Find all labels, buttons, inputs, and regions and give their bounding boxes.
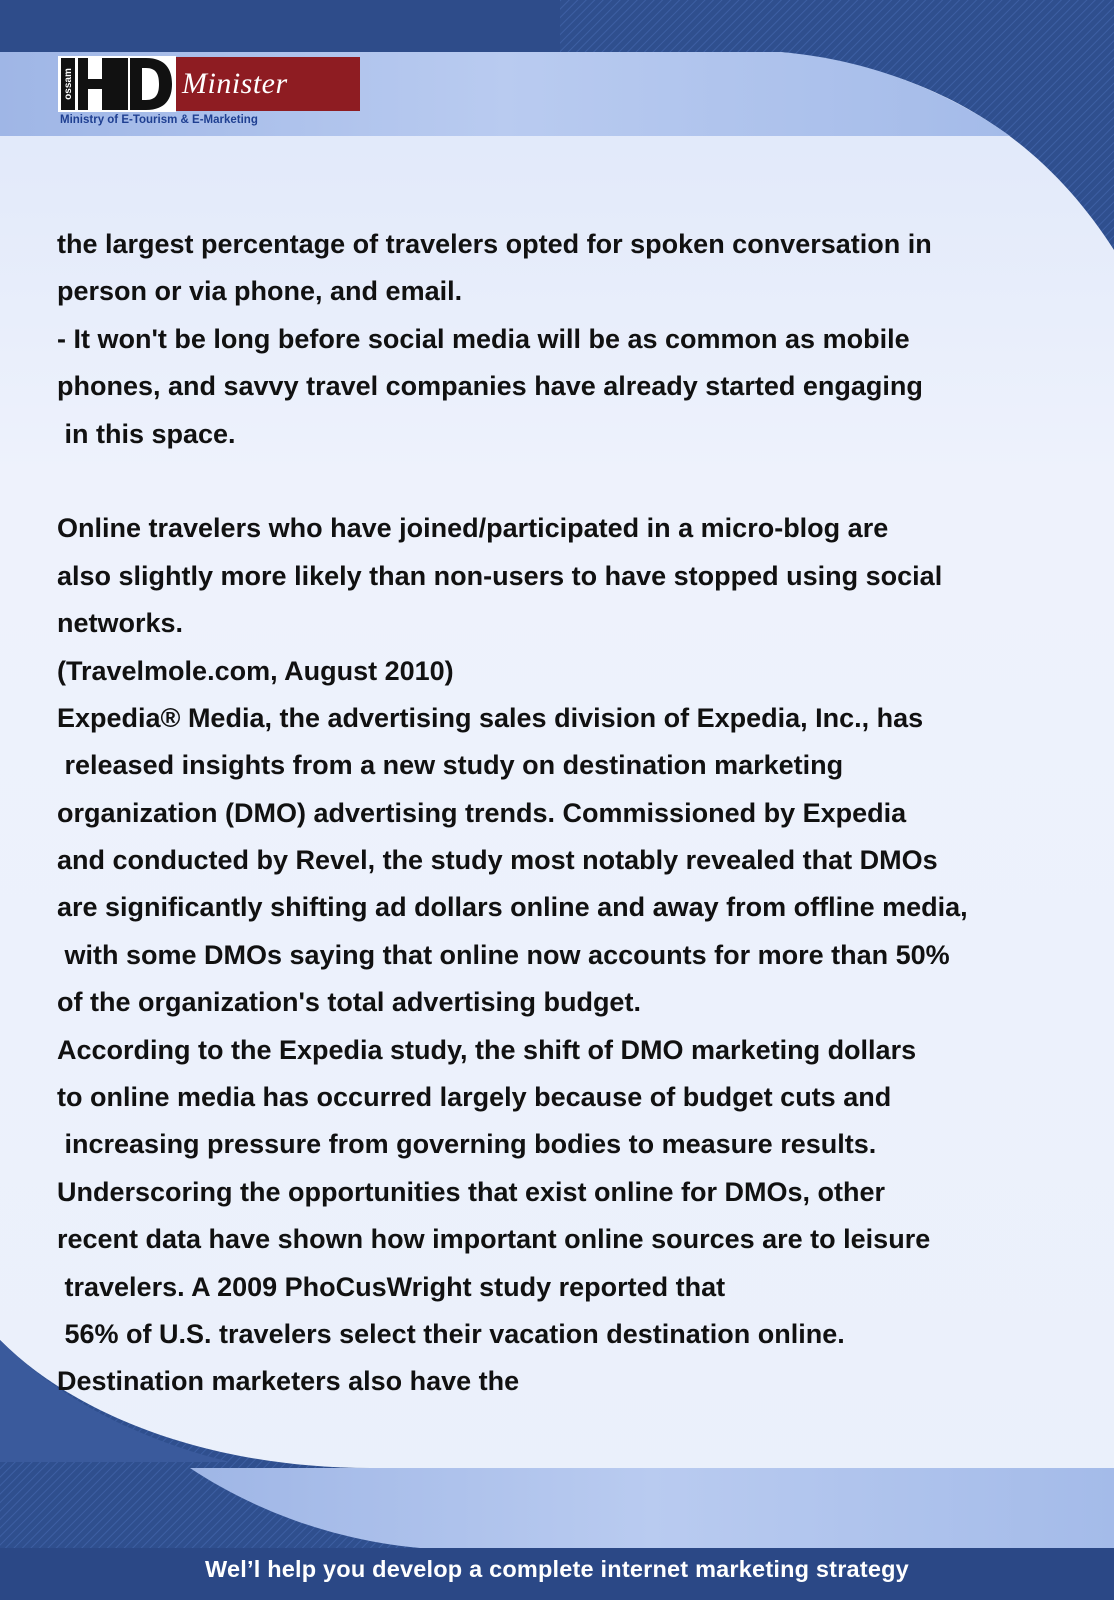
text-line: to online media has occurred largely because of budget cuts and: [57, 1082, 892, 1113]
text-line: Underscoring the opportunities that exist online for DMOs, other: [57, 1176, 886, 1207]
text-line: person or via phone, and email.: [57, 276, 463, 307]
text-line: are significantly shifting ad dollars online and away from offline media,: [57, 892, 968, 923]
text-line: travelers. A 2009 PhoCusWright study reported that: [57, 1271, 726, 1302]
text-line: with some DMOs saying that online now accounts for more than 50%: [57, 939, 950, 970]
ministry-logo: [58, 56, 302, 132]
text-line: in this space.: [57, 418, 236, 449]
logo-subtitle: Ministry of E-Tourism & E-Marketing: [60, 114, 258, 126]
text-line: networks.: [57, 608, 184, 639]
hd-logo-mark: [58, 56, 176, 112]
logo-title: Minister: [176, 57, 360, 111]
text-line: released insights from a new study on destination marketing: [57, 750, 844, 781]
text-line: Destination marketers also have the: [57, 1366, 520, 1397]
text-line: also slightly more likely than non-users to have stopped using social: [57, 560, 943, 591]
text-line: (Travelmole.com, August 2010): [57, 655, 454, 686]
text-line: organization (DMO) advertising trends. Commissioned by Expedia: [57, 797, 907, 828]
article-body: [57, 221, 1097, 1406]
logo-letters-top: ossam: [63, 68, 74, 100]
text-line: According to the Expedia study, the shift of DMO marketing dollars: [57, 1034, 917, 1065]
text-line: - It won't be long before social media will be as common as mobile: [57, 323, 910, 354]
text-line: [57, 458, 1097, 505]
text-line: the largest percentage of travelers opted for spoken conversation in: [57, 229, 932, 259]
text-line: Online travelers who have joined/participated in a micro-blog are: [57, 513, 889, 544]
text-line: increasing pressure from governing bodies to measure results.: [57, 1129, 877, 1160]
footer-tagline: Wel’l help you develop a complete internet marketing strategy: [205, 1556, 909, 1582]
text-line: of the organization's total advertising budget.: [57, 987, 641, 1018]
text-line: recent data have shown how important online sources are to leisure: [57, 1224, 931, 1255]
text-line: and conducted by Revel, the study most notably revealed that DMOs: [57, 845, 938, 876]
text-line: 56% of U.S. travelers select their vacation destination online.: [57, 1318, 845, 1349]
text-line: phones, and savvy travel companies have already started engaging: [57, 371, 923, 402]
text-line: Expedia® Media, the advertising sales division of Expedia, Inc., has: [57, 702, 924, 733]
